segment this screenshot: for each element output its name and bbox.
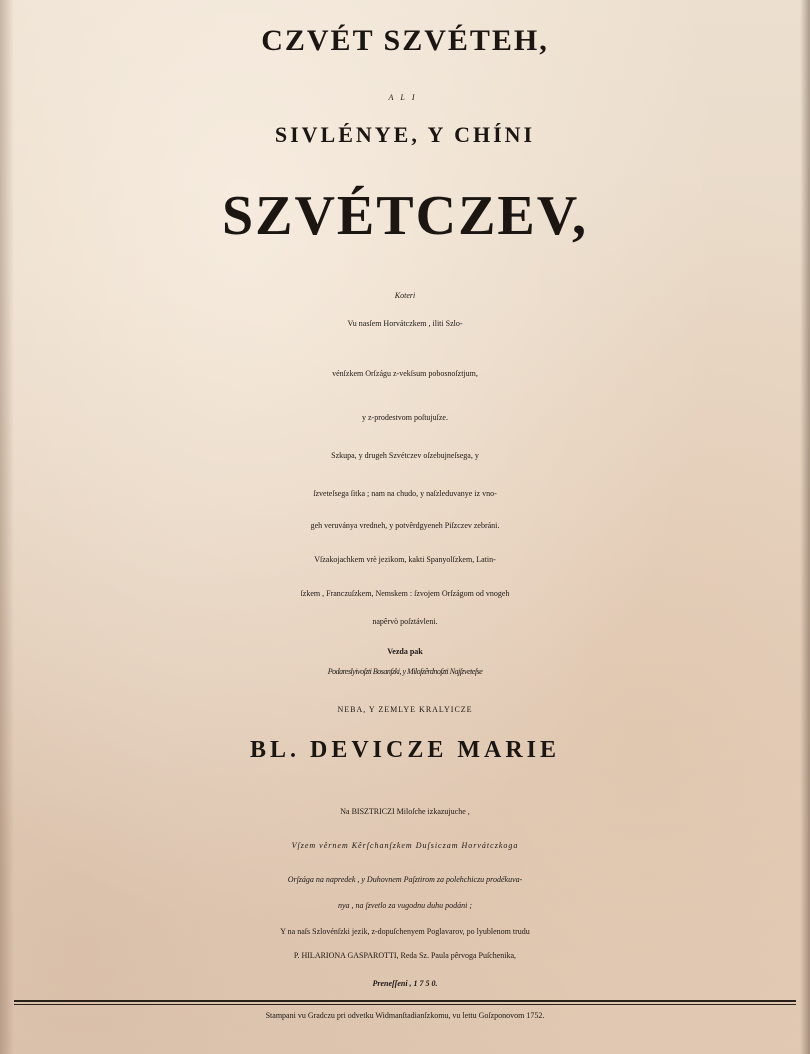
prenesseni-year: Preneſſeni , 1 7 5 0. <box>372 979 438 988</box>
description-line-3: y z-prodestvom poſtujuſze. <box>362 413 448 422</box>
title-line-czvet-szveteh: CZVÉT SZVÉTEH, <box>261 24 549 57</box>
imprint-rule-inner <box>14 1004 796 1005</box>
vszakojachkem-line-3: napêrvò poſztávleni. <box>372 617 438 626</box>
description-line-1: Vu nasſem Horvátczkem , iliti Szlo- <box>347 319 463 328</box>
imprint-rule-top <box>14 1000 796 1002</box>
na-bisztriczi: Na BISZTRICZI Miloſche izkazujuche , <box>340 807 470 816</box>
skupa-line-2: ſzveteſsega ſitka ; nam na chudo, y naſzleduvanye iz vno- <box>313 489 497 498</box>
vszem-line-1: Vſzem vêrnem Kêrſchanſzkem Duſsiczam Horvátczkoga <box>291 841 519 850</box>
vszem-line-2: Orſzága na napredek , y Duhovnem Paſztirom za polehchiczu prodékuva- <box>287 875 523 884</box>
skupa-line-3: geh veruványa vredneh, y potvêrdgyeneh Piſzczev zebráni. <box>310 521 500 530</box>
neba-zemlye: NEBA, Y ZEMLYE KRALYICZE <box>337 705 473 714</box>
podareslyivoszti: Podareslyivoſzti Bosanſzki, y Miloſzêrdnoſzti Najſzveteſse <box>327 667 483 676</box>
bl-devicze-marie: BL. DEVICZE MARIE <box>249 737 561 763</box>
vszakojachkem-line-1: Vſzakojachkem vrè jezikom, kakti Spanyolſzkem, Latin- <box>314 555 496 564</box>
author-line: P. HILARIONA GASPAROTTI, Reda Sz. Paula pêrvoga Puſchenika, <box>293 951 517 960</box>
y-na-nass: Y na naſs Szlovénſzki jezik, z-dopuſchenyem Poglavarov, po lyublenom trudu <box>280 927 530 936</box>
skupa-line-1: Szkupa, y drugeh Szvétczev oſzebujneſsega, y <box>331 451 479 460</box>
vszem-line-3: nya , na ſzvetlo za vugodnu duhu podáni ; <box>338 901 472 910</box>
koteri: Koteri <box>394 291 416 300</box>
description-line-2: vénſzkem Orſzágu z-vekſsum pobosnoſztjum, <box>332 369 478 378</box>
title-line-szvetczev: SZVÉTCZEV, <box>221 185 588 247</box>
title-line-sivlenye: SIVLÉNYE, Y CHÍNI <box>274 122 536 147</box>
imprint-line: Stampani vu Gradczu pri odvetku Widmanſtadianſzkomu, vu lettu Goſzponovom 1752. <box>265 1011 545 1020</box>
vszakojachkem-line-2: ſzkem , Franczuſzkem, Nemskem : ſzvojem Orſzágom od vnogeh <box>300 589 510 598</box>
title-ali: ALI <box>388 93 422 102</box>
vezda-pak: Vezda pak <box>387 647 423 656</box>
